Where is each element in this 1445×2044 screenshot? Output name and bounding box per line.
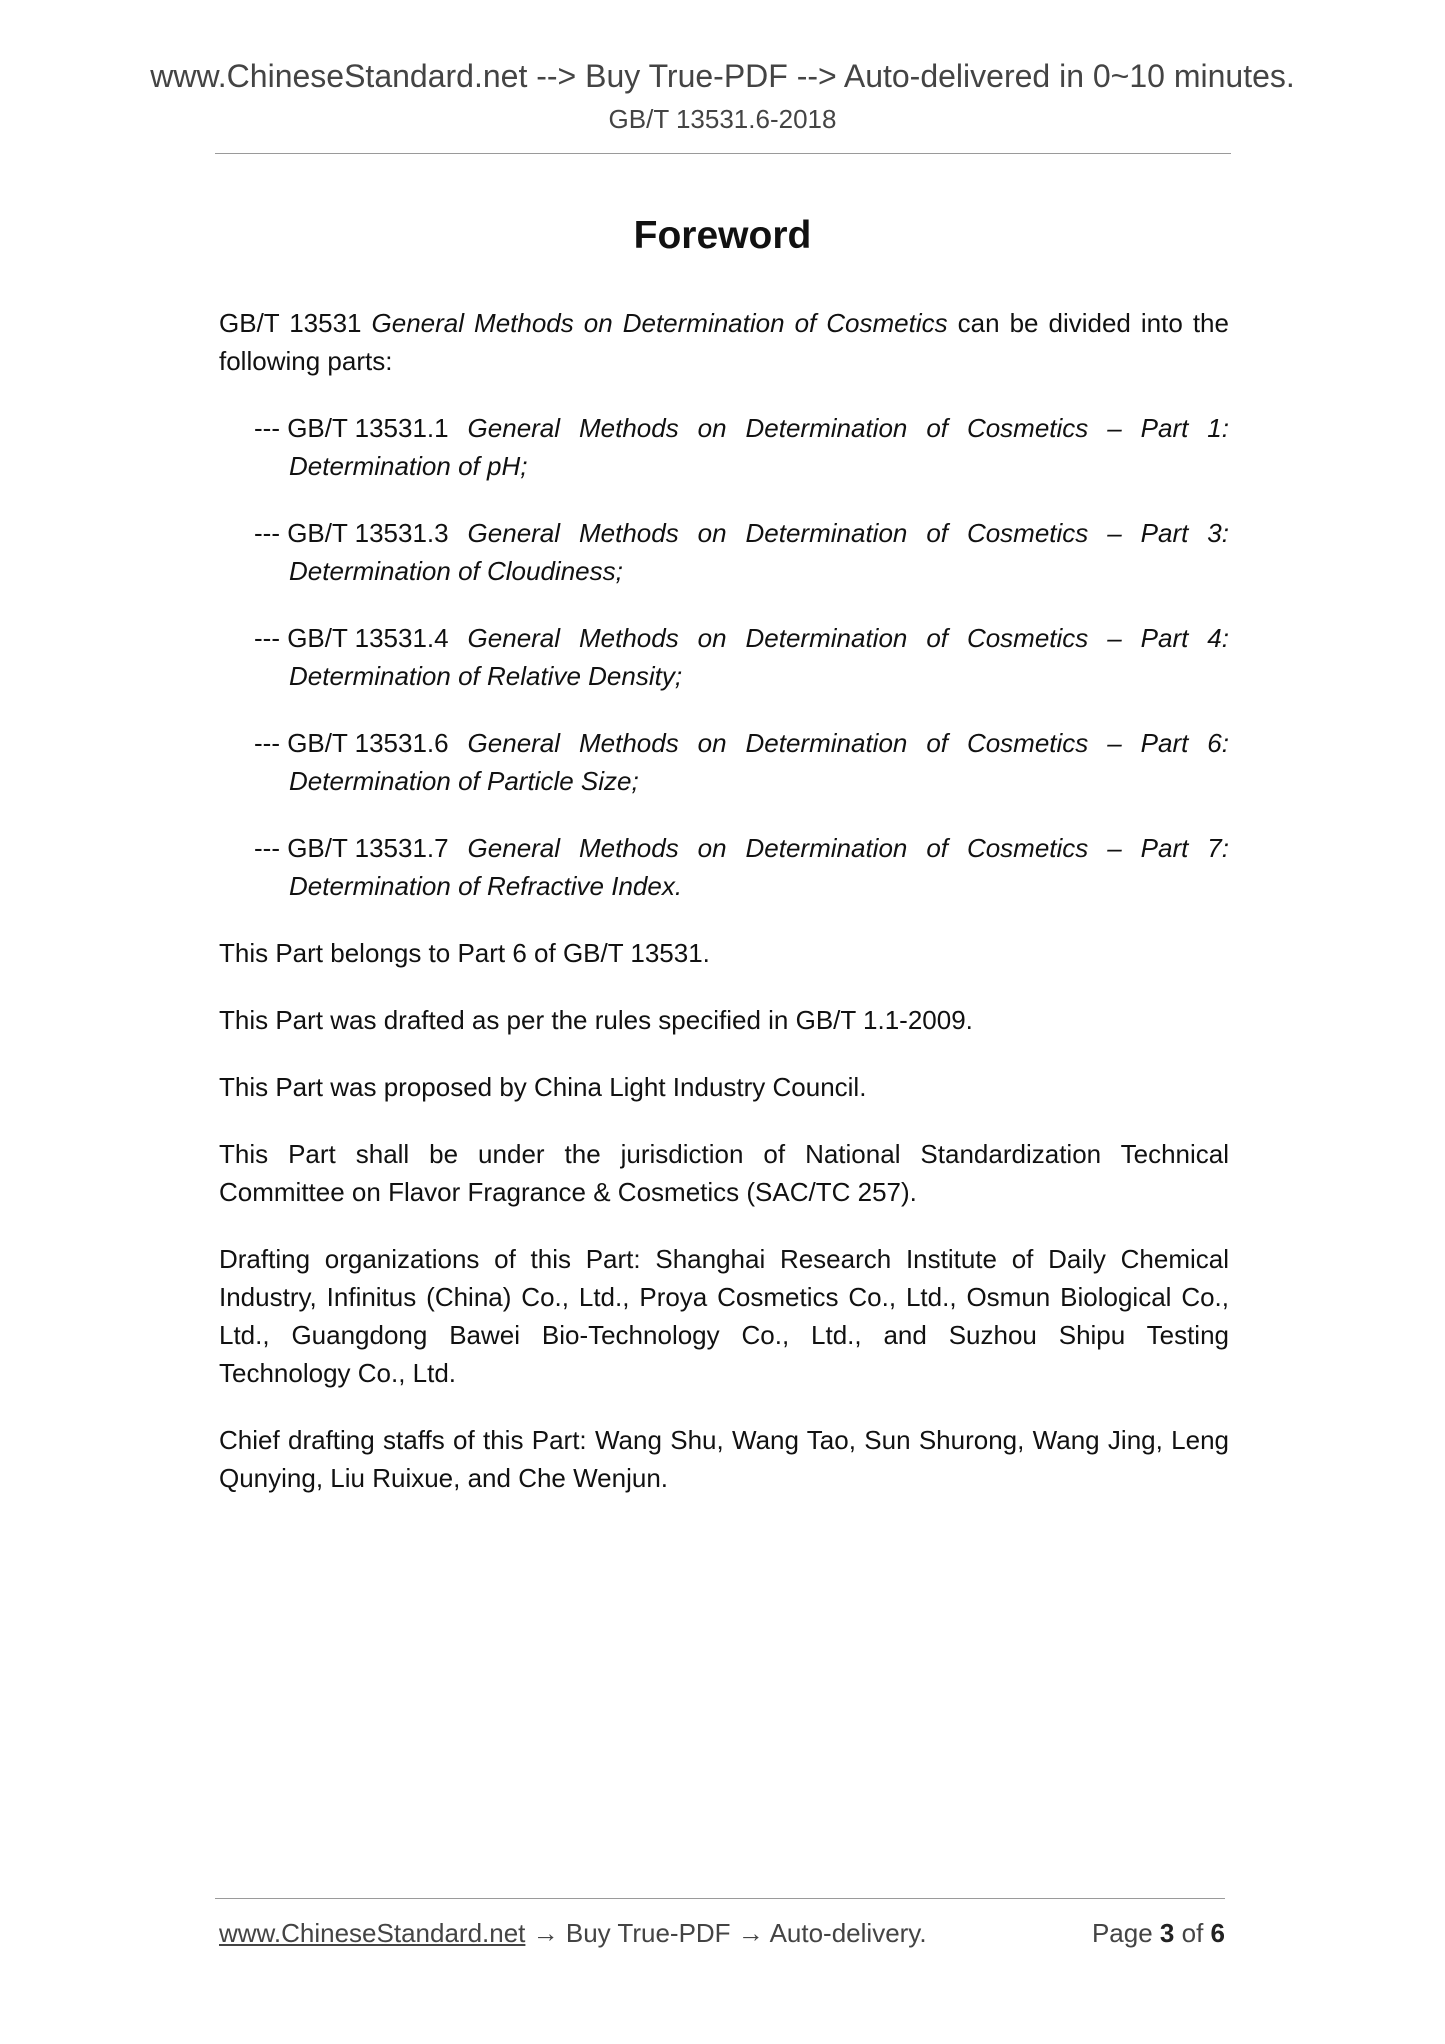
paragraph-drafting-staffs: Chief drafting staffs of this Part: Wang Shu, Wang Tao, Sun Shurong, Wang Jing, Leng Qunying, Liu Ruixue, and Che Wenjun. (219, 1425, 1229, 1493)
part-word: – (1107, 518, 1122, 548)
part-word: Determination (745, 728, 908, 758)
part-word: Cosmetics (966, 413, 1089, 443)
list-item (219, 514, 1229, 590)
part-word: – (1107, 833, 1122, 863)
page-label: Page (1091, 1918, 1153, 1948)
part-subtitle: Determination of Particle Size; (289, 766, 639, 796)
footer-divider (215, 1898, 1225, 1899)
part-word: – (1107, 728, 1122, 758)
part-word: Determination (745, 413, 908, 443)
page-of: of (1181, 1918, 1204, 1948)
part-word: on (697, 518, 727, 548)
part-word: Cosmetics (966, 728, 1089, 758)
part-word: 7: (1207, 833, 1229, 863)
part-subtitle: Determination of Cloudiness; (289, 556, 623, 586)
part-word: Determination (745, 518, 908, 548)
part-word: General (467, 413, 561, 443)
page-number (1092, 1916, 1225, 1950)
header-divider (215, 153, 1231, 154)
header-banner: www.ChineseStandard.net --> Buy True-PDF --> Auto-delivered in 0~10 minutes. (150, 58, 1295, 94)
part-word: Part (1140, 833, 1189, 863)
part-word: Determination (745, 623, 908, 653)
part-word: – (1107, 623, 1122, 653)
part-prefix: --- GB/T 13531.1 (254, 413, 449, 443)
part-line (254, 619, 1229, 657)
part-word: on (697, 413, 727, 443)
list-item (219, 724, 1229, 800)
part-word: of (926, 833, 948, 863)
parts-list (219, 409, 1229, 905)
part-line (254, 409, 1229, 447)
part-word: Part (1140, 728, 1189, 758)
part-word: Cosmetics (966, 518, 1089, 548)
page-title: Foreword (633, 214, 812, 257)
part-word: on (697, 623, 727, 653)
part-word: 1: (1207, 413, 1229, 443)
part-word: Methods (578, 623, 679, 653)
foreword-body (219, 304, 1229, 1526)
part-word: of (926, 413, 948, 443)
part-prefix: --- GB/T 13531.4 (254, 623, 449, 653)
part-word: Methods (578, 413, 679, 443)
paragraph-jurisdiction: This Part shall be under the jurisdiction of National Standardization Technical Committee on Flavor Fragrance & Cosmetics (SAC/TC 257). (219, 1139, 1229, 1207)
part-word: Methods (578, 728, 679, 758)
intro-code: GB/T 13531 (219, 308, 362, 338)
paragraph-proposer: This Part was proposed by China Light Industry Council. (219, 1072, 867, 1102)
part-word: General (467, 833, 561, 863)
part-subtitle: Determination of Relative Density; (289, 661, 683, 691)
part-word: Part (1140, 413, 1189, 443)
part-line (254, 829, 1229, 867)
part-line (254, 724, 1229, 762)
part-word: 6: (1207, 728, 1229, 758)
part-word: Cosmetics (966, 833, 1089, 863)
part-word: Determination (745, 833, 908, 863)
part-word: on (697, 833, 727, 863)
footer-site-link[interactable]: www.ChineseStandard.net (219, 1918, 526, 1948)
list-item (219, 409, 1229, 485)
part-line (254, 514, 1229, 552)
page-total: 6 (1210, 1918, 1225, 1948)
part-word: of (926, 728, 948, 758)
paragraph-drafting-organizations: Drafting organizations of this Part: Shanghai Research Institute of Daily Chemical Industry, Infinitus (China) Co., Ltd., Proya Cosmetics Co., Ltd., Osmun Biological Co., Ltd., Guangdong Bawei Bio-Technology Co., Ltd., and Suzhou Shipu Testing Technology Co., Ltd. (219, 1244, 1229, 1388)
part-word: Methods (578, 518, 679, 548)
footer-promo-text: → Buy True-PDF → Auto-delivery. (525, 1918, 927, 1948)
part-prefix: --- GB/T 13531.3 (254, 518, 449, 548)
standard-code: GB/T 13531.6-2018 (608, 104, 837, 134)
part-word: of (926, 518, 948, 548)
part-word: Methods (578, 833, 679, 863)
intro-series-title: General Methods on Determination of Cosmetics (371, 308, 948, 338)
part-word: 4: (1207, 623, 1229, 653)
part-word: Part (1140, 518, 1189, 548)
intro-text: can be divided into the following parts: (219, 308, 1229, 376)
part-prefix: --- GB/T 13531.7 (254, 833, 449, 863)
part-word: General (467, 728, 561, 758)
paragraph-part-membership: This Part belongs to Part 6 of GB/T 13531. (219, 938, 710, 968)
part-word: on (697, 728, 727, 758)
part-word: 3: (1207, 518, 1229, 548)
list-item (219, 829, 1229, 905)
part-prefix: --- GB/T 13531.6 (254, 728, 449, 758)
part-word: Cosmetics (966, 623, 1089, 653)
list-item (219, 619, 1229, 695)
part-word: General (467, 518, 561, 548)
part-word: Part (1140, 623, 1189, 653)
part-word: of (926, 623, 948, 653)
part-subtitle: Determination of pH; (289, 451, 528, 481)
page-current: 3 (1159, 1918, 1175, 1948)
part-word: General (467, 623, 561, 653)
part-word: – (1107, 413, 1122, 443)
footer-promo (219, 1916, 927, 1950)
paragraph-drafting-rules: This Part was drafted as per the rules specified in GB/T 1.1-2009. (219, 1005, 973, 1035)
intro-paragraph (219, 304, 1229, 380)
part-subtitle: Determination of Refractive Index. (289, 871, 683, 901)
